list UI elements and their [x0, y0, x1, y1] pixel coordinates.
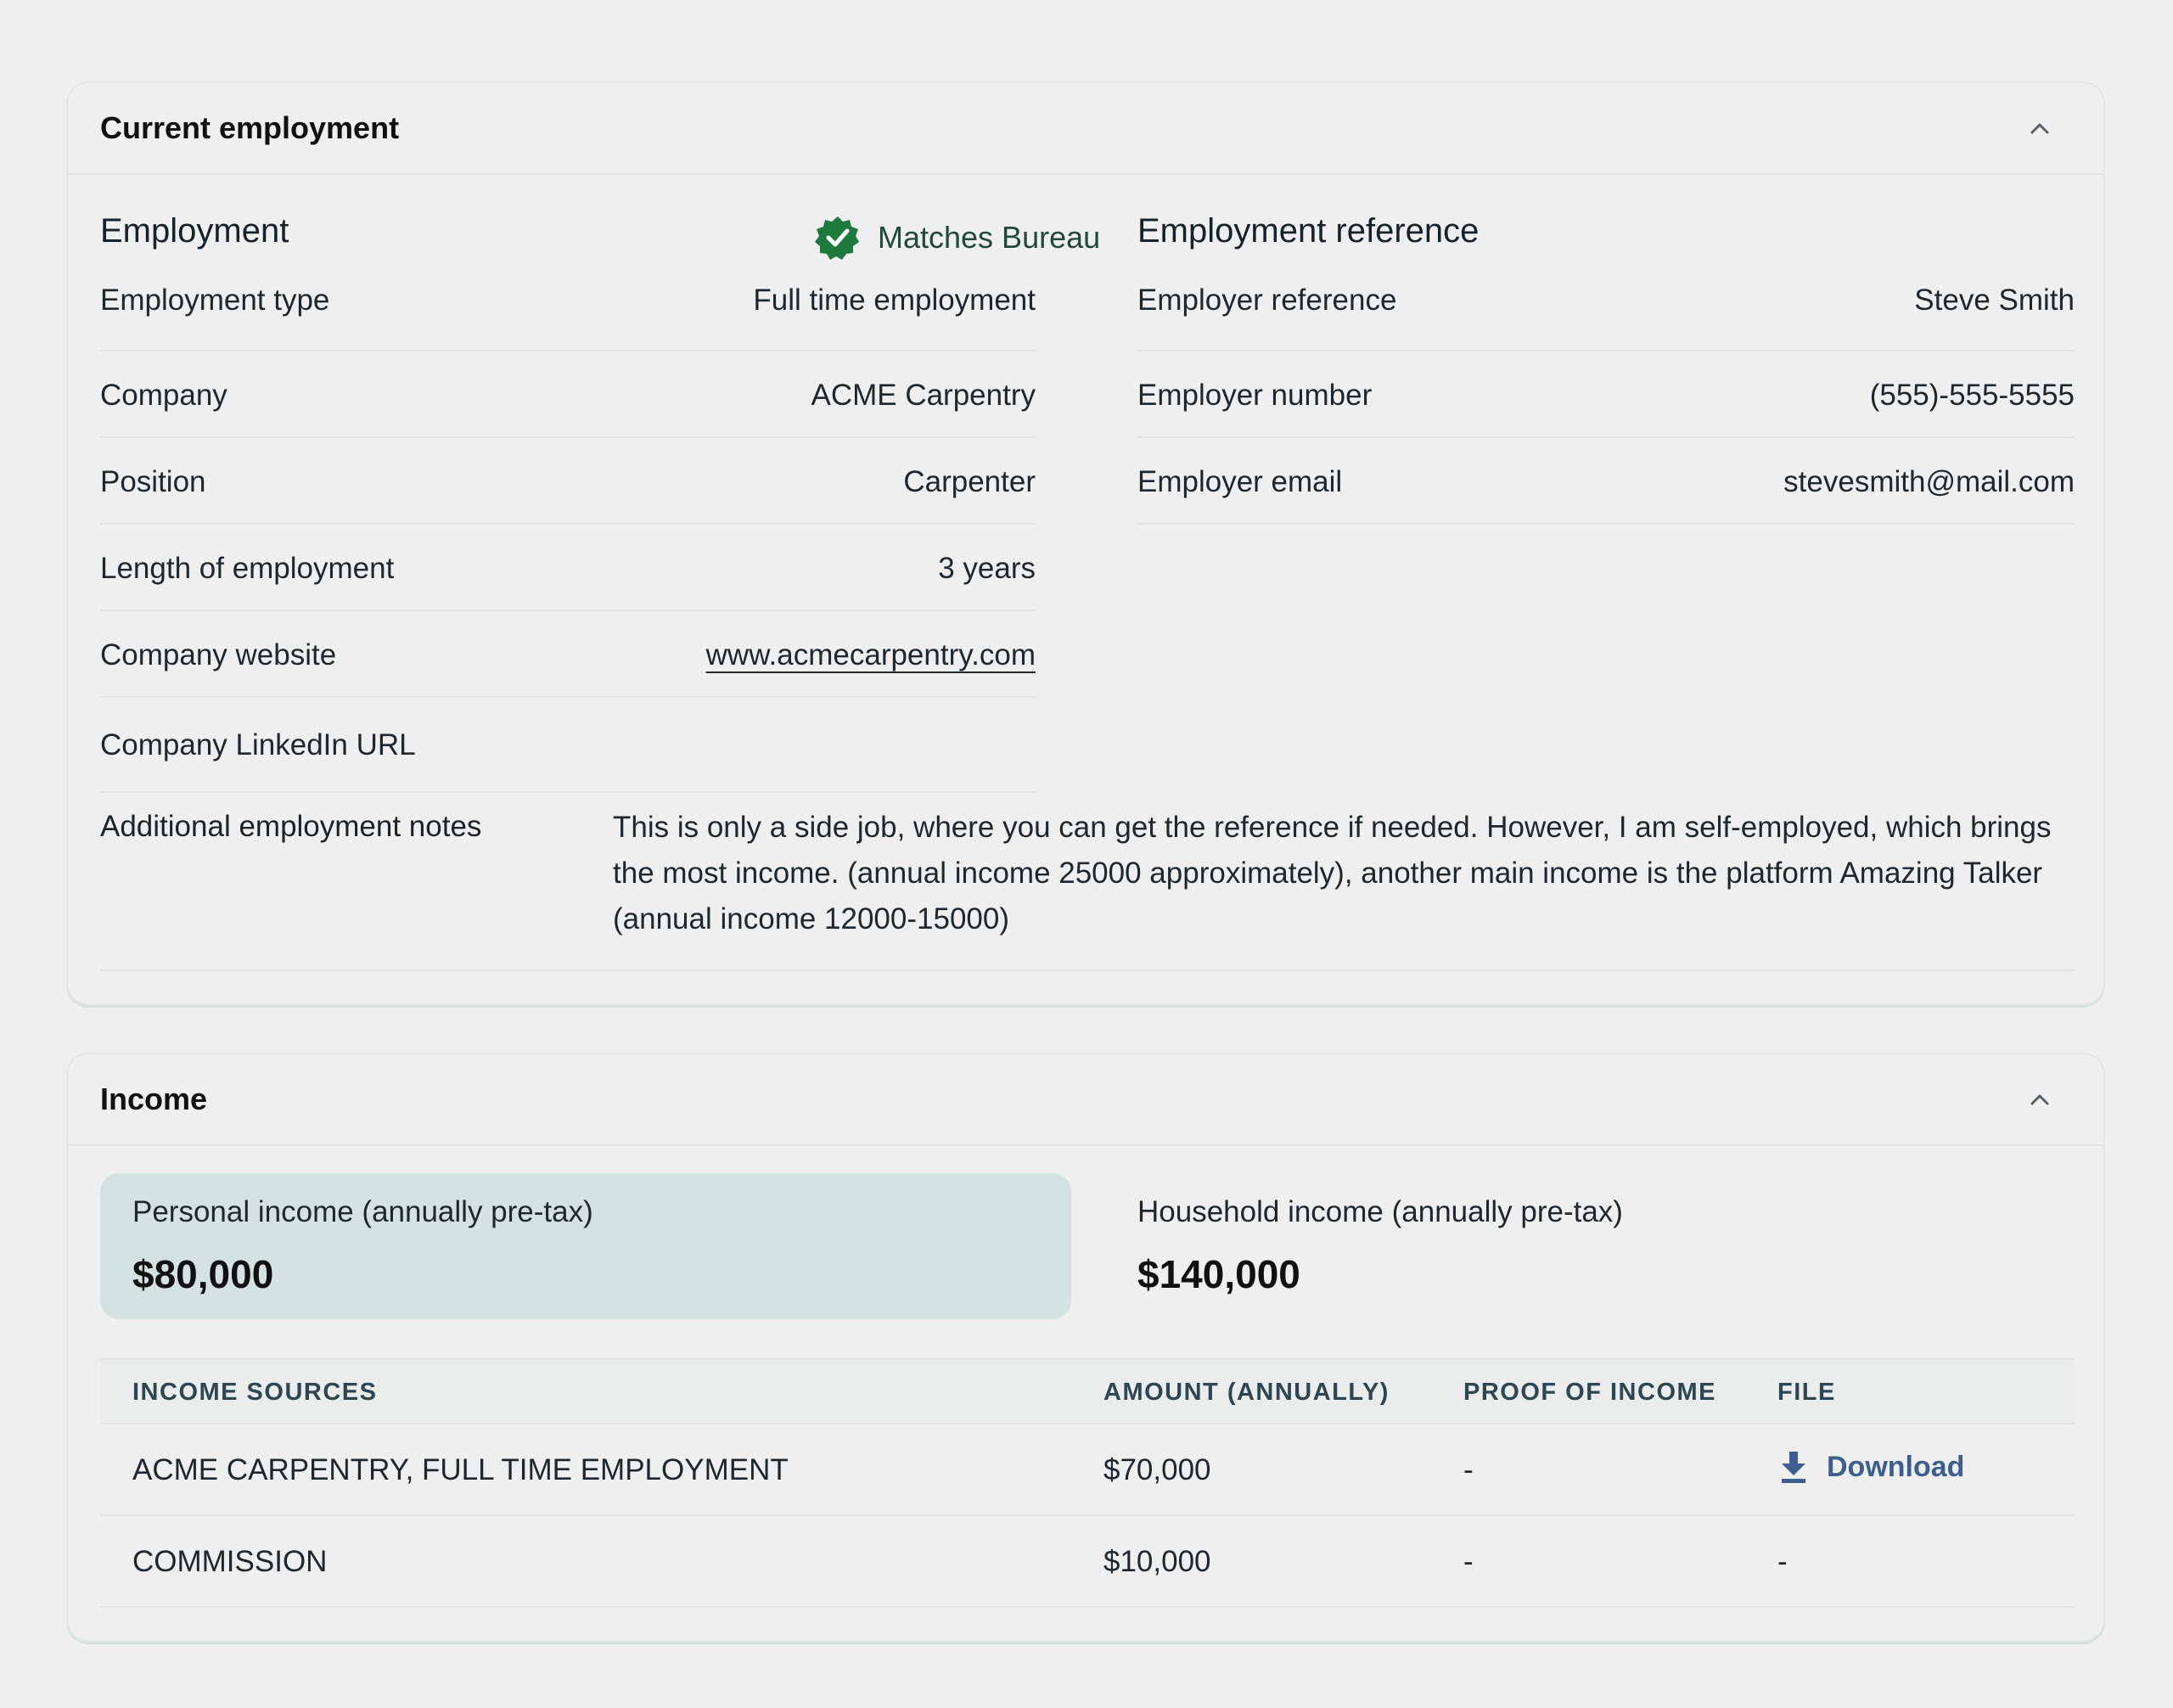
employment-heading: Employment: [100, 212, 289, 250]
company-linkedin-label: Company LinkedIn URL: [100, 728, 416, 761]
table-row: [100, 1424, 2075, 1516]
income-header[interactable]: [68, 1054, 2103, 1146]
matches-bureau-label: Matches Bureau: [878, 220, 1101, 255]
current-employment-title: Current employment: [100, 110, 400, 145]
proof-of-income-cell: -: [1463, 1545, 1474, 1578]
employer-email-label: Employer email: [1137, 465, 1343, 498]
position-value: Carpenter: [903, 465, 1036, 498]
employer-number-label: Employer number: [1137, 379, 1373, 412]
chevron-up-icon[interactable]: [2027, 115, 2052, 141]
company-website-label: Company website: [100, 638, 337, 671]
income-amount-cell: $10,000: [1103, 1545, 1211, 1578]
length-of-employment-label: Length of employment: [100, 552, 395, 585]
household-income-label: Household income (annually pre-tax): [1137, 1195, 1623, 1228]
employment-notes-row: [100, 793, 2075, 971]
download-label: Download: [1827, 1450, 1965, 1483]
position-label: Position: [100, 465, 206, 498]
employment-type-label: Employment type: [100, 284, 330, 317]
income-title: Income: [100, 1082, 208, 1116]
employer-reference-value: Steve Smith: [1914, 284, 2075, 317]
company-website-link[interactable]: www.acmecarpentry.com: [705, 638, 1036, 671]
company-website-row: [100, 611, 1036, 698]
table-row: [100, 1516, 2075, 1608]
download-button[interactable]: [1779, 1450, 1964, 1484]
employer-email-row: [1137, 438, 2075, 525]
income-source-cell: ACME CARPENTRY, FULL TIME EMPLOYMENT: [132, 1453, 789, 1486]
household-income-box: [1137, 1173, 2071, 1319]
company-row: [100, 351, 1036, 438]
matches-bureau-badge: [815, 212, 1100, 263]
employment-notes-label: Additional employment notes: [100, 810, 482, 843]
verified-check-icon: [815, 215, 861, 261]
income-table-header: [100, 1358, 2075, 1424]
employer-number-value: (555)-555-5555: [1869, 379, 2075, 412]
current-employment-card: [66, 81, 2105, 1005]
current-employment-header[interactable]: [68, 83, 2103, 175]
position-row: [100, 438, 1036, 525]
income-source-cell: COMMISSION: [132, 1545, 328, 1578]
employer-number-row: [1137, 351, 2075, 438]
personal-income-label: Personal income (annually pre-tax): [132, 1195, 593, 1228]
company-label: Company: [100, 379, 227, 412]
chevron-up-icon[interactable]: [2027, 1087, 2052, 1112]
company-linkedin-row: [100, 698, 1036, 793]
proof-of-income-cell: -: [1463, 1453, 1474, 1486]
employer-reference-label: Employer reference: [1137, 284, 1397, 317]
company-value: ACME Carpentry: [811, 379, 1036, 412]
download-icon: [1779, 1450, 1808, 1484]
employment-reference-heading: Employment reference: [1137, 212, 1480, 250]
employer-email-value: stevesmith@mail.com: [1783, 465, 2075, 498]
length-of-employment-value: 3 years: [938, 552, 1036, 585]
household-income-amount: $140,000: [1137, 1252, 1300, 1296]
employment-type-value: Full time employment: [753, 284, 1036, 317]
column-header-amount: AMOUNT (ANNUALLY): [1103, 1379, 1390, 1406]
personal-income-box: [100, 1173, 1071, 1319]
income-card: [66, 1053, 2105, 1642]
length-of-employment-row: [100, 525, 1036, 611]
column-header-proof: PROOF OF INCOME: [1463, 1379, 1716, 1406]
employer-reference-row: [1137, 265, 2075, 351]
column-header-income-sources: INCOME SOURCES: [132, 1379, 378, 1406]
employment-notes-text: This is only a side job, where you can get the reference if needed. However, I am self-employed, which brings the most income. (annual income 25000 approximately), another main income is the platform Amazing Talker (annual income 12000-15000): [613, 811, 2052, 935]
employment-type-row: [100, 265, 1036, 351]
file-cell: -: [1777, 1545, 1788, 1578]
personal-income-amount: $80,000: [132, 1252, 274, 1296]
income-amount-cell: $70,000: [1103, 1453, 1211, 1486]
column-header-file: FILE: [1777, 1379, 1836, 1406]
